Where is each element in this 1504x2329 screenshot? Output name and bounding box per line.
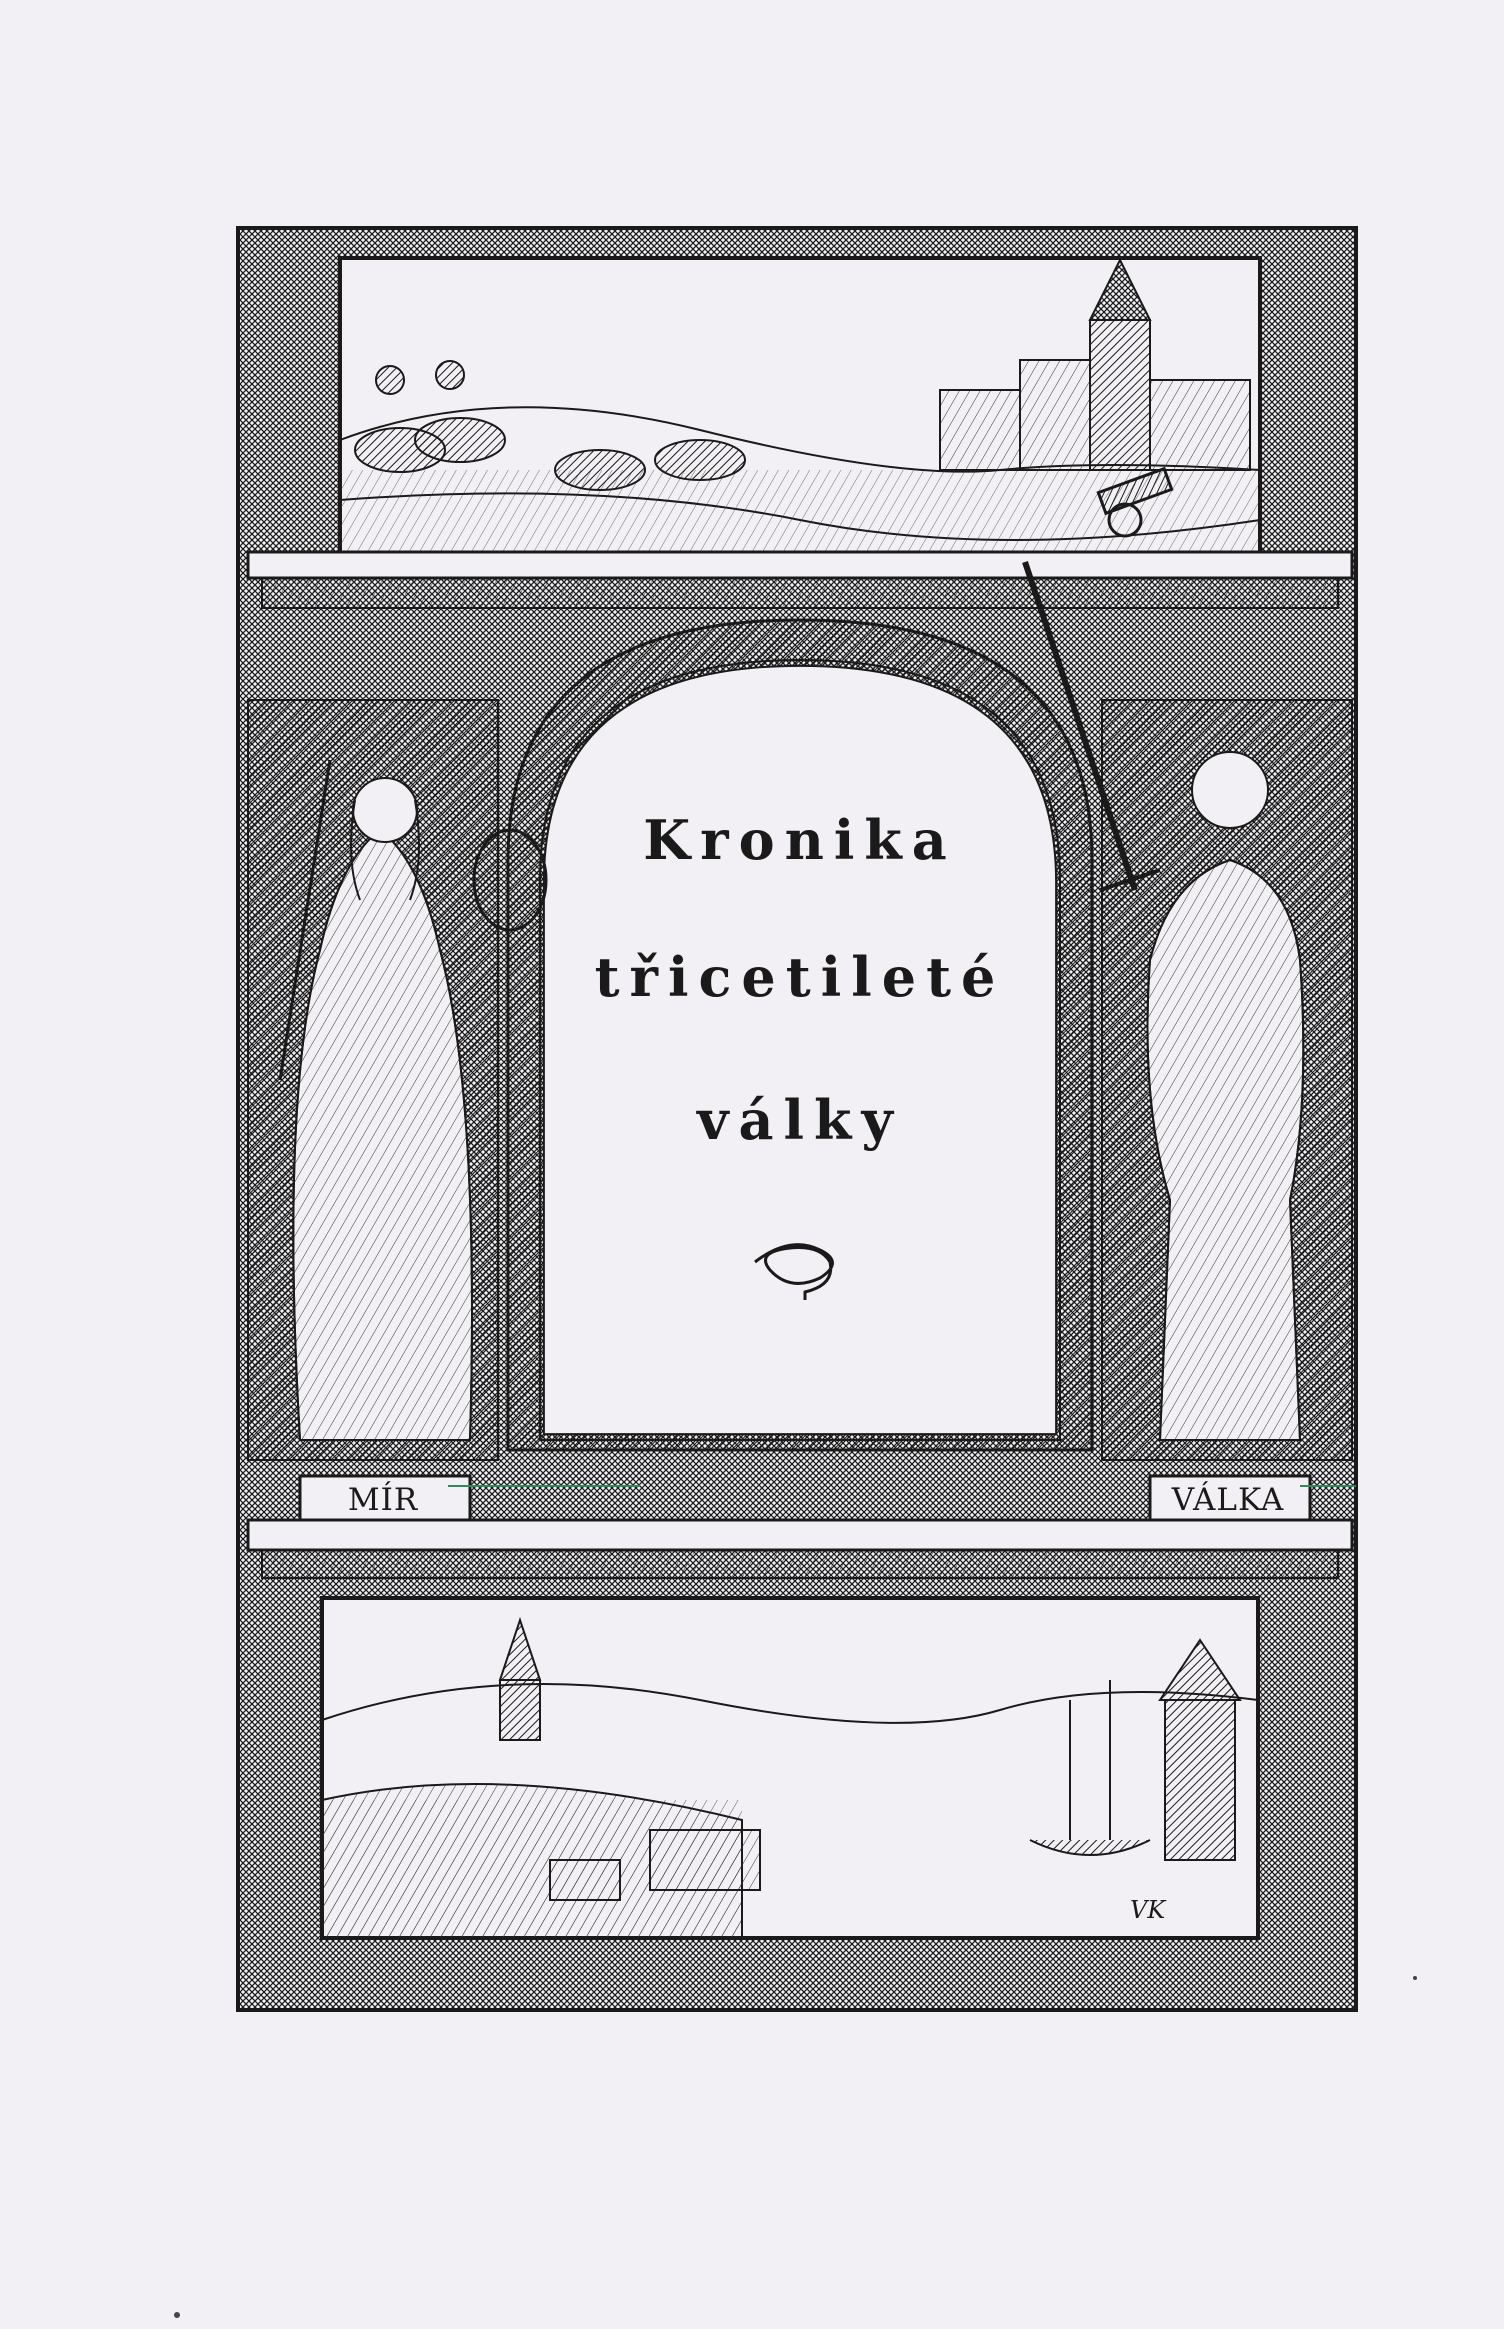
harbor-scene-panel <box>322 1598 1258 1938</box>
signature-mark: VK <box>1130 1896 1166 1924</box>
battle-scene-panel <box>340 258 1260 558</box>
paper-speck <box>174 2312 180 2318</box>
label-peace: MÍR <box>347 1482 419 1518</box>
paper-speck <box>1413 1976 1417 1980</box>
lower-cornice <box>248 1520 1352 1578</box>
central-arch <box>508 620 1092 1450</box>
label-war: VÁLKA <box>1171 1482 1285 1518</box>
title-line-3: války <box>697 1088 903 1152</box>
title-line-1: Kronika <box>643 808 957 872</box>
upper-cornice <box>248 552 1352 608</box>
title-line-2: třicetileté <box>594 945 1006 1009</box>
